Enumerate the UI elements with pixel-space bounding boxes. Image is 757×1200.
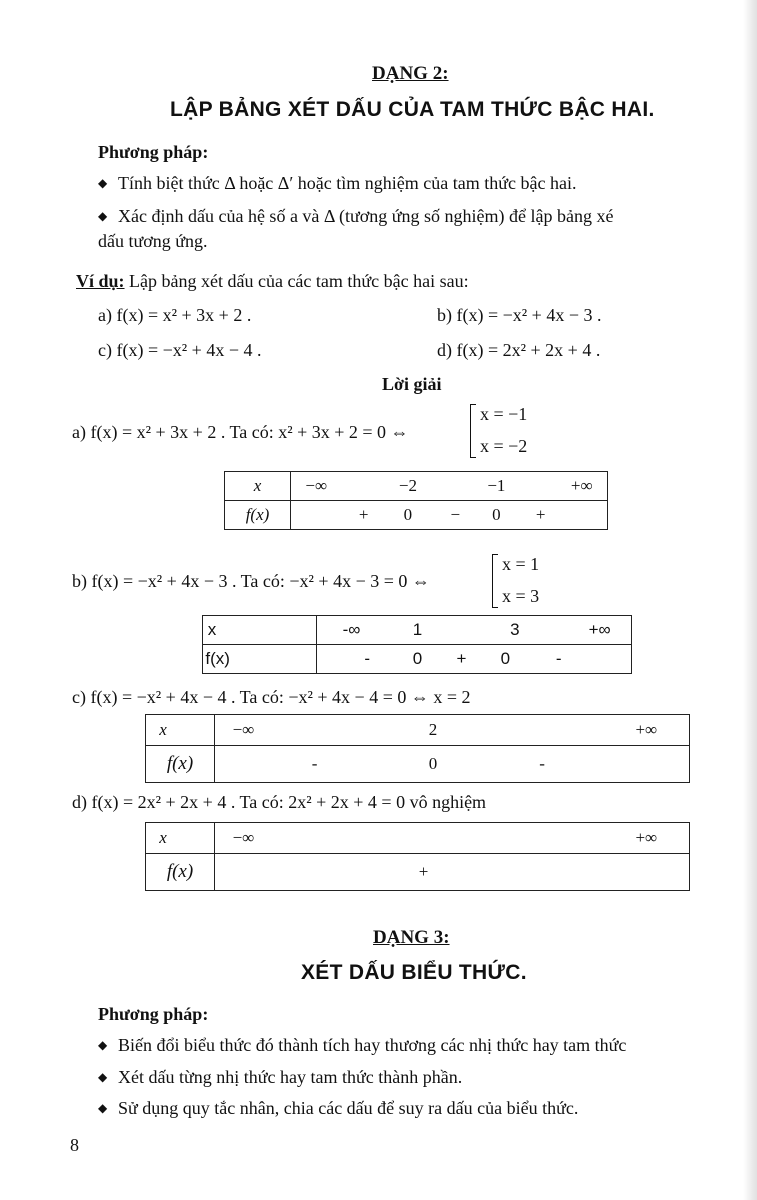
system-bracket xyxy=(492,554,493,608)
table-values-cell xyxy=(215,746,690,783)
solution-a-root-2: x = −2 xyxy=(480,436,528,456)
solution-a-line: a) f(x) = x² + 3x + 2 . Ta có: x² + 3x + 2 = 0 ⇔ xyxy=(72,422,409,442)
table-values-cell xyxy=(317,616,632,645)
table-values-cell xyxy=(291,501,608,530)
sign-mark: + xyxy=(418,862,429,881)
tick-label: -∞ xyxy=(342,620,361,639)
diamond-bullet-icon: ◆ xyxy=(98,176,108,190)
table-values-cell xyxy=(215,715,690,746)
dang3-method-label: Phương pháp: xyxy=(98,1004,209,1024)
x-label: x xyxy=(207,620,217,639)
dang3-bullet-3 xyxy=(98,1097,578,1119)
table-values-cell xyxy=(215,823,690,854)
dang2-bullet-1 xyxy=(98,172,576,194)
fx-label: f(x) xyxy=(245,505,270,524)
table-header-cell xyxy=(146,746,215,783)
example-a: a) f(x) = x² + 3x + 2 . xyxy=(98,305,252,325)
diamond-bullet-icon: ◆ xyxy=(98,1070,108,1084)
tick-label: +∞ xyxy=(588,620,611,639)
sign-mark: − xyxy=(450,505,461,524)
tick-label: −∞ xyxy=(305,476,328,495)
sign-mark: 0 xyxy=(412,649,423,668)
x-label: x xyxy=(159,828,167,847)
solution-d-line: d) f(x) = 2x² + 2x + 4 . Ta có: 2x² + 2x + 4 = 0 vô nghiệm xyxy=(72,792,487,812)
example-label: Ví dụ: xyxy=(76,271,125,291)
diamond-bullet-icon: ◆ xyxy=(98,1038,108,1052)
dang2-label: DẠNG 2: xyxy=(372,63,449,84)
tick-label: −1 xyxy=(487,476,506,495)
bullet-text: Xét dấu từng nhị thức hay tam thức thành phần. xyxy=(118,1067,463,1087)
dang2-method-label: Phương pháp: xyxy=(98,142,209,162)
tick-label: −∞ xyxy=(232,720,255,739)
dang3-bullet-2 xyxy=(98,1066,462,1088)
sign-mark: + xyxy=(535,505,546,524)
diamond-bullet-icon: ◆ xyxy=(98,1101,108,1115)
sign-mark: - xyxy=(364,649,371,668)
table-header-cell xyxy=(146,854,215,891)
table-values-cell xyxy=(317,645,632,674)
sign-mark: + xyxy=(358,505,369,524)
solution-b-line: b) f(x) = −x² + 4x − 3 . Ta có: −x² + 4x − 3 = 0 ⇔ xyxy=(72,571,430,591)
table-values-cell xyxy=(291,472,608,501)
page-number: 8 xyxy=(70,1135,79,1155)
solution-a-root-1: x = −1 xyxy=(480,404,528,424)
fx-label: f(x) xyxy=(205,649,230,668)
tick-label: +∞ xyxy=(635,828,658,847)
sign-mark: 0 xyxy=(403,505,413,524)
x-label: x xyxy=(253,476,262,495)
sign-table-a xyxy=(224,471,608,530)
sign-table-b xyxy=(202,615,632,674)
table-header-cell xyxy=(203,645,317,674)
dang3-bullet-1 xyxy=(98,1034,626,1056)
tick-label: −∞ xyxy=(232,828,255,847)
table-header-cell xyxy=(146,823,215,854)
solution-title: Lời giải xyxy=(382,374,442,394)
dang2-bullet-2 xyxy=(98,205,613,227)
dang2-bullet-2-cont: dấu tương ứng. xyxy=(98,231,208,251)
sign-mark: - xyxy=(539,754,545,773)
bullet-text: Sử dụng quy tắc nhân, chia các dấu để suy ra dấu của biểu thức. xyxy=(118,1098,579,1118)
example-b: b) f(x) = −x² + 4x − 3 . xyxy=(437,305,602,325)
sign-mark: 0 xyxy=(428,754,438,773)
x-label: x xyxy=(159,720,167,739)
sign-mark: - xyxy=(555,649,562,668)
sign-table-d xyxy=(145,822,690,891)
table-header-cell xyxy=(225,472,291,501)
tick-label: 3 xyxy=(510,620,520,639)
sign-mark: 0 xyxy=(500,649,511,668)
fx-label: f(x) xyxy=(166,861,194,882)
solution-c-line: c) f(x) = −x² + 4x − 4 . Ta có: −x² + 4x − 4 = 0 ⇔ x = 2 xyxy=(72,687,471,707)
dang3-title: XÉT DẤU BIỂU THỨC. xyxy=(301,961,527,984)
sign-mark: 0 xyxy=(492,505,501,524)
table-header-cell xyxy=(146,715,215,746)
sign-table-c xyxy=(145,714,690,783)
example-d: d) f(x) = 2x² + 2x + 4 . xyxy=(437,340,601,360)
example-c: c) f(x) = −x² + 4x − 4 . xyxy=(98,340,262,360)
dang3-label: DẠNG 3: xyxy=(373,927,450,948)
bullet-text: Biến đổi biểu thức đó thành tích hay thương các nhị thức hay tam thức xyxy=(118,1035,627,1055)
example-heading xyxy=(76,270,469,292)
example-text: Lập bảng xét dấu của các tam thức bậc hai sau: xyxy=(129,271,469,291)
table-header-cell xyxy=(225,501,291,530)
dang2-title: LẬP BẢNG XÉT DẤU CỦA TAM THỨC BẬC HAI. xyxy=(170,98,655,121)
diamond-bullet-icon: ◆ xyxy=(98,209,108,223)
tick-label: +∞ xyxy=(570,476,593,495)
sign-mark: - xyxy=(311,754,318,773)
tick-label: 2 xyxy=(428,720,438,739)
table-header-cell xyxy=(203,616,317,645)
tick-label: −2 xyxy=(398,476,417,495)
solution-b-root-1: x = 1 xyxy=(502,554,540,574)
table-values-cell xyxy=(215,854,690,891)
sign-mark: + xyxy=(456,649,467,668)
bullet-text: Xác định dấu của hệ số a và Δ (tương ứng số nghiệm) để lập bảng xé xyxy=(118,206,614,226)
page-edge-shadow xyxy=(743,0,757,1200)
bullet-text: Tính biệt thức Δ hoặc Δ′ hoặc tìm nghiệm của tam thức bậc hai. xyxy=(118,173,577,193)
tick-label: +∞ xyxy=(635,720,658,739)
system-bracket xyxy=(470,404,471,458)
tick-label: 1 xyxy=(412,620,423,639)
fx-label: f(x) xyxy=(166,753,194,774)
solution-b-root-2: x = 3 xyxy=(502,586,540,606)
